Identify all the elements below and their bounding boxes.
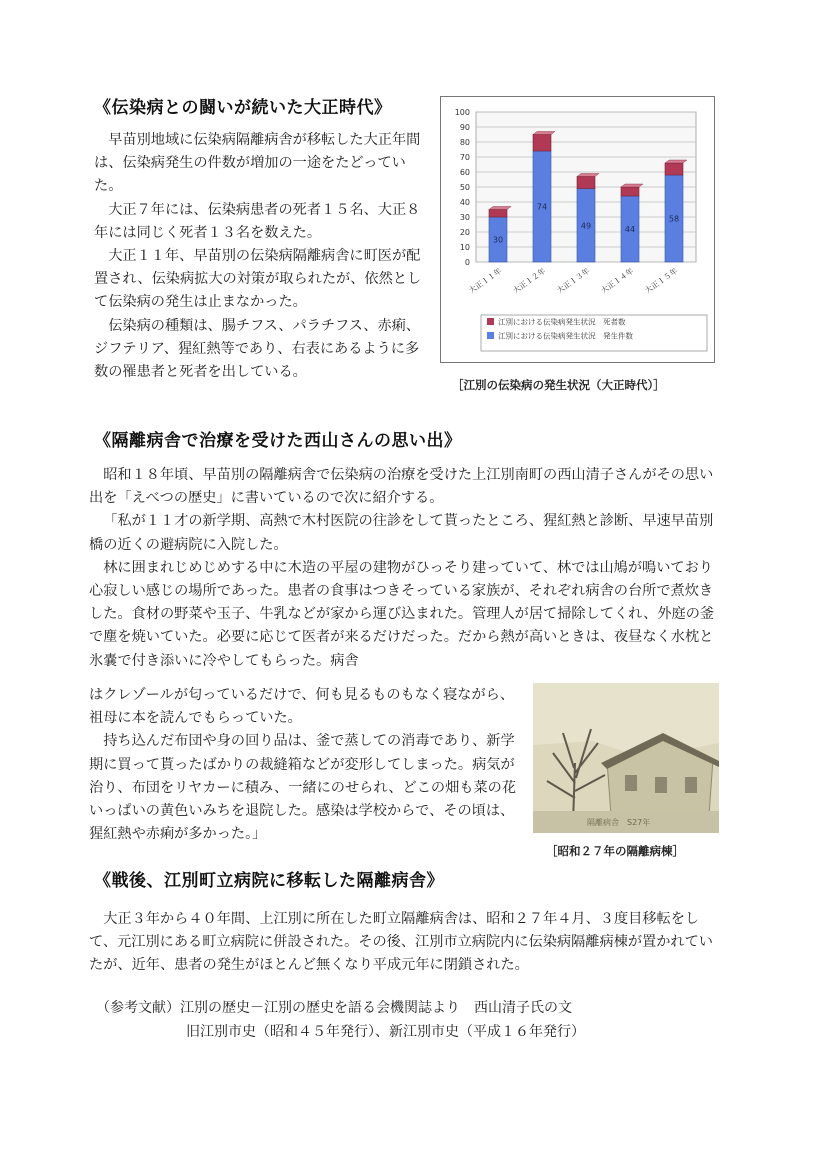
bar-deaths [489,210,507,218]
references [96,996,585,1044]
y-tick-label: 0 [464,258,470,267]
x-tick-label: 大正１２年 [511,266,548,296]
y-tick-label: 10 [459,243,470,252]
paragraph: 持ち込んだ布団や身の回り品は、釜で蒸しての消毒であり、新学期に買って貰ったばかりの裁縫箱などが変形してしまった。病気が治り、布団をリヤカーに積み、一緒にのせられ、どこの畑も菜の花いっぱいの黄色いみちを退院した。感染は学校からで、その頃は、猩紅熱や赤痢が多かった。」 [89,733,517,843]
section-body-memories [89,464,723,673]
bar-cap [621,184,643,187]
reference-line-1: 江別の歴史－江別の歴史を語る会機関誌より 西山清子氏の文 [180,1000,572,1016]
paragraph: 昭和１８年頃、早苗別の隔離病舎で伝染病の治療を受けた上江別南町の西山清子さんがその思い出を「えべつの歴史」に書いているので次に紹介する。 [89,467,714,507]
paragraph: 早苗別地域に伝染病隔離病舎が移転した大正年間は、伝染病発生の件数が増加の一途をたどっていた。 [94,132,421,195]
paragraph: はクレゾールが匂っているだけで、何も見るものもなく寝ながら、祖母に本を読んでもらっていた。 [89,687,515,727]
paragraph: 大正３年から４０年間、上江別に所在した町立隔離病舎は、昭和２７年４月、３度目移転をして、元江別にある町立病院に併設された。その後、江別市立病院内に伝染病隔離病棟が置かれていたが、近年、患者の発生がほとんど無くなり平成元年に閉鎖された。 [89,911,713,974]
paragraph: 「私が１１才の新学期、高熱で木村医院の往診をして貰ったところ、猩紅熱と診断、早速早苗別橋の近くの避病院に入院した。 [89,513,714,553]
references-label: （参考文献） [96,1000,180,1016]
y-tick-label: 70 [459,153,470,162]
section-body-memories-wrap [89,684,525,846]
bar-deaths [533,135,551,152]
bar-cap [533,132,555,135]
y-tick-label: 40 [459,198,470,207]
reference-line-2: 旧江別市史（昭和４５年発行）、新江別市史（平成１６年発行） [186,1024,585,1040]
legend-entry: 江別における伝染病発生状況 発生件数 [498,331,633,341]
section-heading-taisho: 《伝染病との闘いが続いた大正時代》 [94,98,392,118]
data-label: 30 [492,235,504,245]
data-label: 58 [668,214,680,224]
section-heading-memories: 《隔離病舎で治療を受けた西山さんの思い出》 [94,431,462,451]
infection-chart [440,96,715,363]
y-tick-label: 100 [454,108,470,117]
data-label: 49 [580,221,592,231]
bar-cap [489,207,511,210]
legend-swatch [487,318,494,325]
paragraph: 林に囲まれじめじめする中に木造の平屋の建物がひっそり建っていて、林では山鳩が鳴いており心寂しい感じの場所であった。患者の食事はつきそっている家族が、それぞれ病舎の台所で煮炊きした。食材の野菜や玉子、牛乳などが家から運び込まれた。管理人が居て掃除してくれ、外庭の釜で塵を焼いていた。必要に応じて医者が来るだけだった。だから熱が高いときは、夜昼なく水枕と氷嚢で付き添いに冷やしてもらった。病舎 [89,559,715,669]
y-tick-label: 20 [459,228,470,237]
chart-caption: ［江別の伝染病の発生状況（大正時代）］ [452,378,665,392]
isolation-ward-photo-art [533,683,719,833]
y-tick-label: 50 [459,183,470,192]
y-tick-label: 60 [459,168,470,177]
x-tick-label: 大正１１年 [467,266,504,296]
infection-chart-svg [441,97,714,362]
isolation-ward-photo [533,683,719,833]
bar-deaths [665,163,683,175]
bar-deaths [577,177,595,189]
y-tick-label: 90 [459,123,470,132]
photo-caption: ［昭和２７年の隔離病棟］ [546,844,684,858]
paragraph: 大正７年には、伝染病患者の死者１５名、大正８年には同じく死者１３名を数えた。 [94,201,421,241]
section-body-taisho [94,129,426,384]
legend-entry: 江別における伝染病発生状況 死者数 [498,317,626,327]
y-tick-label: 30 [459,213,470,222]
x-tick-label: 大正１３年 [555,266,592,296]
x-tick-label: 大正１４年 [599,266,636,296]
bar-cap [577,174,599,177]
data-label: 74 [536,202,548,212]
bar-cap [665,160,687,163]
section-heading-postwar: 《戦後、江別町立病院に移転した隔離病舎》 [94,871,444,891]
y-tick-label: 80 [459,138,470,147]
x-tick-label: 大正１５年 [643,266,680,296]
paragraph: 大正１１年、早苗別の伝染病隔離病舎に町医が配置され、伝染病拡大の対策が取られたが、依然として伝染病の発生は止まなかった。 [94,248,422,311]
section-body-postwar [89,908,723,978]
photo-label: 隔離病舎 S27年 [587,818,651,827]
paragraph: 伝染病の種類は、腸チフス、パラチフス、赤痢、ジフテリア、猩紅熱等であり、右表にあるように多数の罹患者と死者を出している。 [94,317,421,381]
data-label: 44 [624,225,636,234]
legend-swatch [487,332,494,339]
bar-deaths [621,187,639,196]
